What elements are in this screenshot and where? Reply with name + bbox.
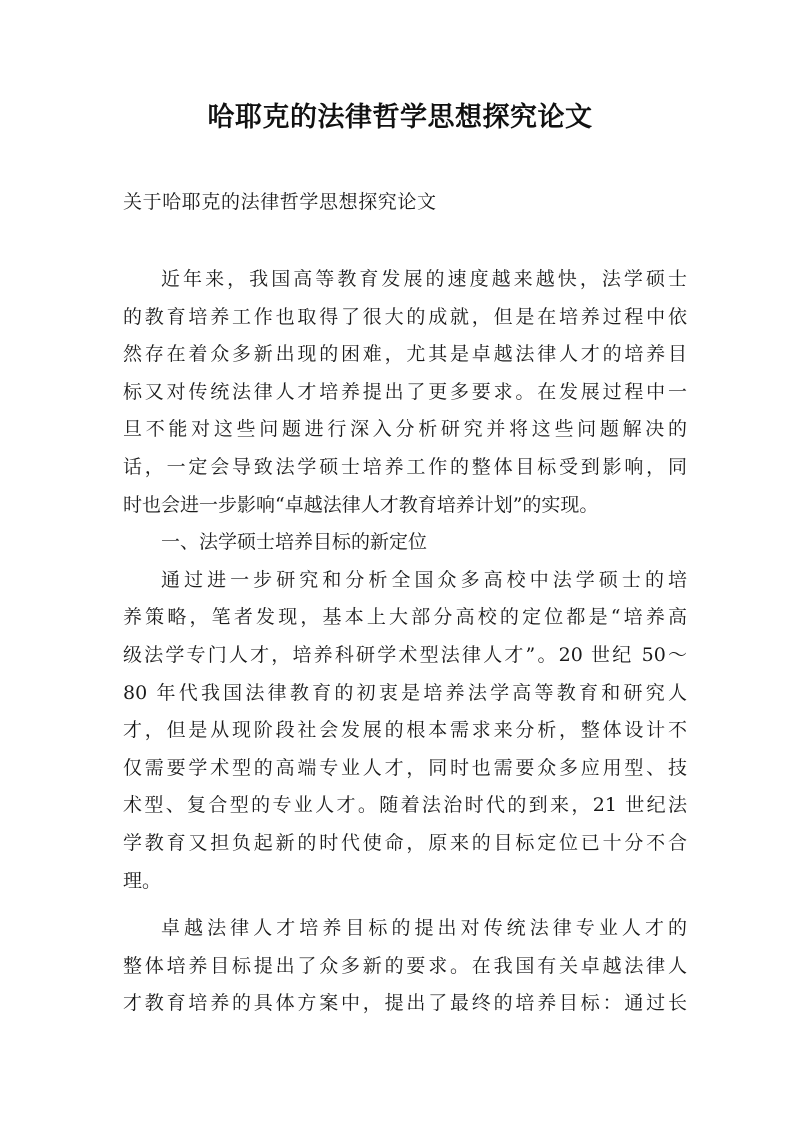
paragraph-positioning: [123, 562, 687, 900]
paragraph-line: 术型、复合型的专业人才。随着法治时代的到来，21 世纪法: [123, 794, 687, 817]
paragraph-line: 旦不能对这些问题进行深入分析研究并将这些问题解决的: [123, 418, 687, 441]
section-heading: [123, 524, 687, 562]
paragraph-spacer: [123, 900, 687, 910]
paragraph-line: 级法学专门人才，培养科研学术型法律人才”。20 世纪 50～: [123, 643, 687, 666]
paragraph-line: 学教育又担负起新的时代使命，原来的目标定位已十分不合: [123, 831, 687, 854]
paragraph-line: 时也会进一步影响“卓越法律人才教育培养计划”的实现。: [123, 493, 599, 516]
document-subtitle: 关于哈耶克的法律哲学思想探究论文: [123, 191, 437, 213]
document-title: 哈耶克的法律哲学思想探究论文: [207, 102, 593, 133]
paragraph-line: 话，一定会导致法学硕士培养工作的整体目标受到影响，同: [123, 455, 687, 478]
paragraph-line: 整体培养目标提出了众多新的要求。在我国有关卓越法律人: [123, 954, 687, 977]
paragraph-line: 近年来，我国高等教育发展的速度越来越快，法学硕士: [161, 268, 687, 290]
document-body: [123, 261, 687, 1023]
paragraph-line: 才教育培养的具体方案中，提出了最终的培养目标：通过长: [123, 992, 687, 1015]
paragraph-line: 卓越法律人才培养目标的提出对传统法律专业人才的: [161, 917, 687, 940]
section-heading-text: 一、法学硕士培养目标的新定位: [161, 531, 428, 554]
paragraph-line: 然存在着众多新出现的困难，尤其是卓越法律人才的培养目: [123, 343, 687, 366]
paragraph-line: 80 年代我国法律教育的初衷是培养法学高等教育和研究人: [123, 681, 687, 704]
paragraph-line: 仅需要学术型的高端专业人才，同时也需要众多应用型、技: [123, 756, 687, 779]
paragraph-line: 通过进一步研究和分析全国众多高校中法学硕士的培: [161, 568, 687, 591]
paragraph-line: 才，但是从现阶段社会发展的根本需求来分析，整体设计不: [123, 719, 687, 742]
paragraph-line: 标又对传统法律人才培养提出了更多要求。在发展过程中一: [123, 380, 687, 403]
paragraph-line: 养策略，笔者发现，基本上大部分高校的定位都是“培养高: [123, 606, 687, 629]
paragraph-excellence: [123, 910, 687, 1023]
paragraph-intro: [123, 261, 687, 524]
paragraph-line: 的教育培养工作也取得了很大的成就，但是在培养过程中依: [123, 305, 687, 328]
paragraph-line: 理。: [123, 869, 162, 892]
